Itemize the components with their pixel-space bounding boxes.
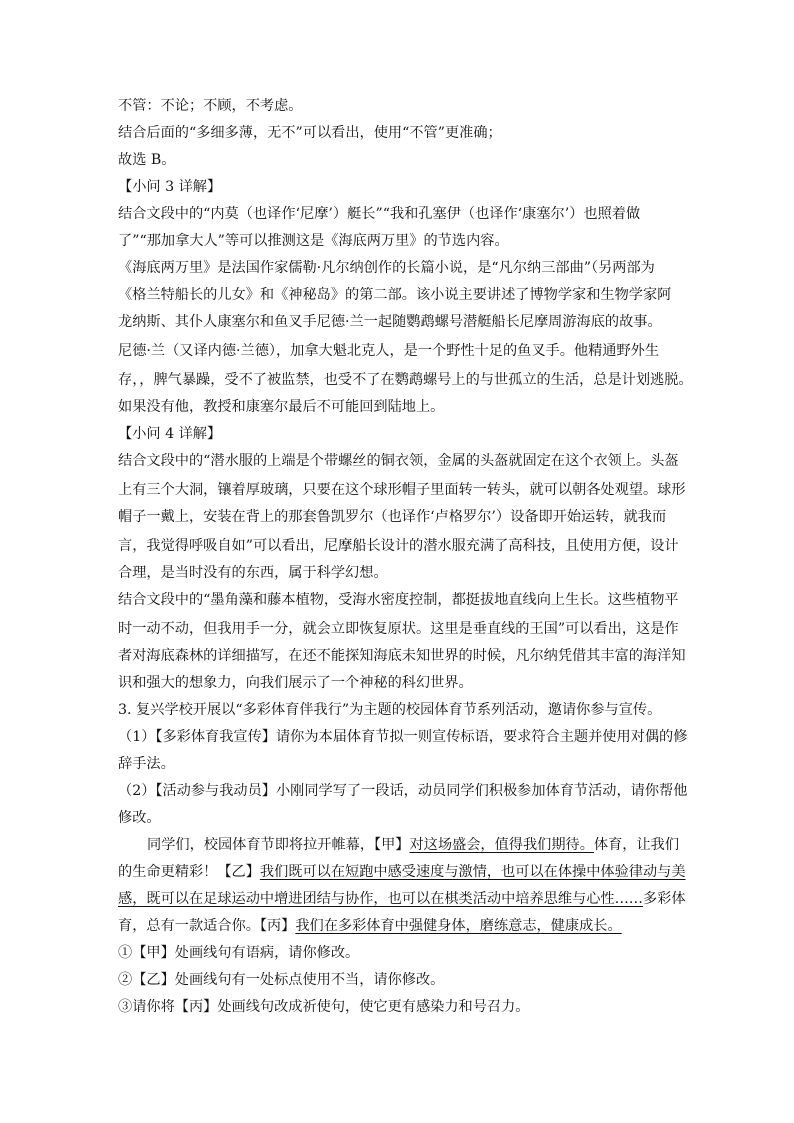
passage-text: 同学们，校园体育节即将拉开帷幕，【甲】 (147, 837, 410, 853)
text-line: 帽子一戴上，安装在背上的那套鲁凯罗尔（也译作‘卢格罗尔’）设备即开始运转，就我而 (118, 509, 667, 525)
section-heading: 【小问 4 详解】 (118, 426, 222, 442)
text-line: 结合后面的“多细多薄，无不”可以看出，使用“不管”更准确； (118, 125, 502, 141)
text-line: 故选 B。 (118, 152, 176, 168)
text-line: 如果没有他，教授和康塞尔最后不可能回到陆地上。 (118, 399, 445, 415)
text-line: 时一动不动，但我用手一分，就会立即恢复原状。这里是垂直线的王国”可以看出，这是作 (118, 621, 679, 637)
passage-line (118, 889, 686, 909)
sub-question: ②【乙】处画线句有一处标点使用不当，请你修改。 (118, 972, 445, 988)
text-line: 《海底两万里》是法国作家儒勒·凡尔纳创作的长篇小说，是“凡尔纳三部曲”（另两部为 (118, 260, 655, 276)
text-line: （2）【活动参与我动员】小刚同学写了一段话，动员同学们积极参加体育节活动，请你帮他 (118, 783, 688, 799)
text-line: 修改。 (118, 810, 161, 826)
text-line: 结合文段中的“潜水服的上端是个带螺丝的铜衣领，金属的头盔就固定在这个衣领上。头盔 (118, 453, 679, 469)
text-line: 《格兰特船长的儿女》和《神秘岛》的第二部。该小说主要讲述了博物学家和生物学家阿 (118, 287, 672, 303)
underlined-sentence-jia: 对这场盛会，值得我们期待。 (409, 837, 594, 853)
text-line: 了”“那加拿大人”等可以推测这是《海底两万里》的节选内容。 (118, 233, 509, 249)
passage-text: 多彩体 (642, 891, 686, 907)
text-line: 结合文段中的“内莫（也译作‘尼摩’）艇长”“我和孔塞伊（也译作‘康塞尔’）也照着做 (118, 206, 641, 222)
passage-line (118, 862, 686, 882)
underlined-sentence-yi: 我们既可以在短跑中感受速度与激情，也可以在体操中体验律动与美 (259, 864, 686, 880)
underlined-sentence-yi: 感，既可以在足球运动中增进团结与协作，也可以在棋类活动中培养思维与心性…… (118, 891, 643, 907)
sub-question: ①【甲】处画线句有语病，请你修改。 (118, 945, 360, 961)
text-line: （1）【多彩体育我宣传】请你为本届体育节拟一则宣传标语，要求符合主题并使用对偶的修 (118, 729, 688, 745)
passage-text: 育，总有一款适合你。【丙】 (118, 918, 296, 934)
passage-line (118, 916, 622, 936)
sub-question: ③请你将【丙】处画线句改成祈使句，使它更有感染力和号召力。 (118, 999, 530, 1015)
text-line: 识和强大的想象力，向我们展示了一个神秘的科幻世界。 (118, 675, 473, 691)
section-heading: 【小问 3 详解】 (118, 179, 222, 195)
text-line: 尼德·兰（又译内德·兰德），加拿大魁北克人，是一个野性十足的鱼叉手。他精通野外生 (118, 343, 660, 359)
text-line: 辞手法。 (118, 756, 175, 772)
text-line: 言，我觉得呼吸自如”可以看出，尼摩船长设计的潜水服充满了高科技，且使用方便，设计 (118, 538, 679, 554)
underlined-sentence-bing: 我们在多彩体育中强健身体，磨练意志，健康成长。 (295, 918, 622, 934)
text-line: 不管：不论；不顾，不考虑。 (118, 98, 303, 114)
passage-line (147, 835, 679, 855)
text-line: 存，，脾气暴躁，受不了被监禁，也受不了在鹦鹉螺号上的与世孤立的生活，总是计划逃脱。 (118, 372, 693, 388)
text-line: 上有三个大洞，镶着厚玻璃，只要在这个球形帽子里面转一转头，就可以朝各处观望。球形 (118, 482, 686, 498)
passage-text: 的生命更精彩！【乙】 (118, 864, 260, 880)
question-intro: 3. 复兴学校开展以“多彩体育伴我行”为主题的校园体育节系列活动，邀请你参与宣传。 (118, 702, 662, 718)
passage-text: 体育，让我们 (593, 837, 680, 853)
text-line: 龙纳斯、其仆人康塞尔和鱼叉手尼德·兰一起随鹦鹉螺号潜艇船长尼摩周游海底的故事。 (118, 314, 662, 330)
text-line: 合理，是当时没有的东西，属于科学幻想。 (118, 565, 388, 581)
text-line: 者对海底森林的详细描写，在还不能探知海底未知世界的时候，凡尔纳凭借其丰富的海洋知 (118, 648, 686, 664)
text-line: 结合文段中的“墨角藻和藤本植物，受海水密度控制，都挺拔地直线向上生长。这些植物平 (118, 592, 679, 608)
